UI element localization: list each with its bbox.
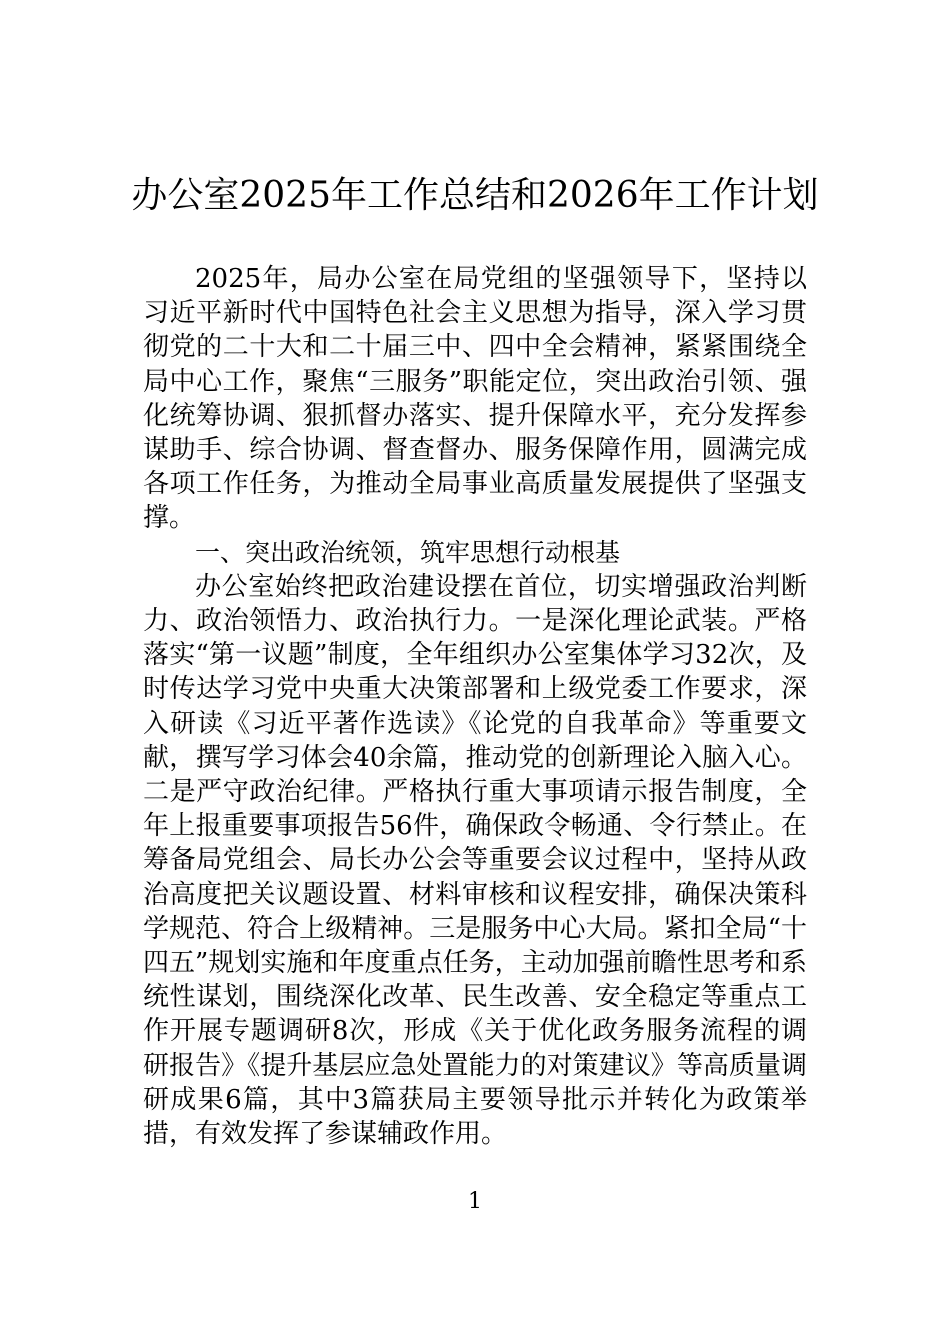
document-title: 办公室2025年工作总结和2026年工作计划: [131, 175, 819, 216]
section-heading: 一、突出政治统领，筑牢思想行动根基: [195, 537, 621, 567]
page-number: 1: [468, 1189, 482, 1214]
section-paragraph: 办公室始终把政治建设摆在首位，切实增强政治判断力、政治领悟力、政治执行力。一是深化理论武装。严格落实“第一议题”制度，全年组织办公室集体学习32次，及时传达学习党中央重大决策部署和上级党委工作要求，深入研读《习近平著作选读》《论党的自我革命》等重要文献，撰写学习体会40余篇，推动党的创新理论入脑入心。二是严守政治纪律。严格执行重大事项请示报告制度，全年上报重要事项报告56件，确保政令畅通、令行禁止。在筹备局党组会、局长办公会等重要会议过程中，坚持从政治高度把关议题设置、材料审核和议程安排，确保决策科学规范、符合上级精神。三是服务中心大局。紧扣全局“十四五”规划实施和年度重点任务，主动加强前瞻性思考和系统性谋划，围绕深化改革、民生改善、安全稳定等重点工作开展专题调研8次，形成《关于优化政务服务流程的调研报告》《提升基层应急处置能力的对策建议》等高质量调研成果6篇，其中3篇获局主要领导批示并转化为政策举措，有效发挥了参谋辅政作用。: [143, 571, 807, 1150]
document-body: [143, 262, 807, 1151]
intro-paragraph: 2025年，局办公室在局党组的坚强领导下，坚持以习近平新时代中国特色社会主义思想为指导，深入学习贯彻党的二十大和二十届三中、四中全会精神，紧紧围绕全局中心工作，聚焦“三服务”职能定位，突出政治引领、强化统筹协调、狠抓督办落实、提升保障水平，充分发挥参谋助手、综合协调、督查督办、服务保障作用，圆满完成各项工作任务，为推动全局事业高质量发展提供了坚强支撑。: [143, 264, 807, 534]
